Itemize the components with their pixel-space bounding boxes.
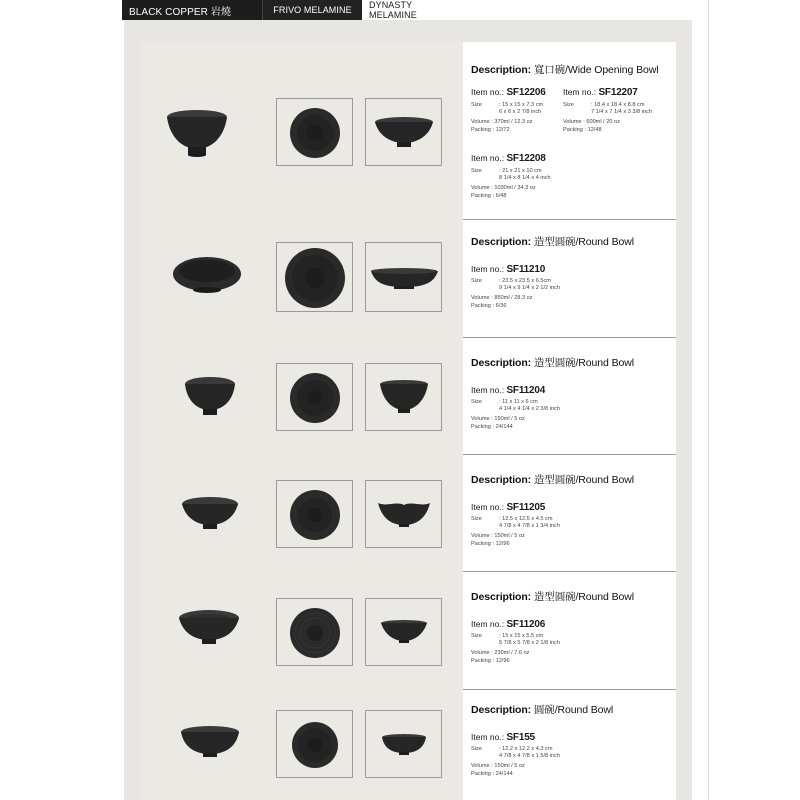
bowl-side-photo xyxy=(184,376,236,425)
description-text: 圓碗/Round Bowl xyxy=(533,704,614,716)
item-number xyxy=(471,264,545,275)
item-specs xyxy=(471,516,560,548)
header-spacer xyxy=(440,0,662,20)
volume-label: Volume xyxy=(471,119,490,126)
description-text: 造型圓碗/Round Bowl xyxy=(533,474,634,486)
packing-label: Packing xyxy=(471,423,491,430)
product-row-wide-opening-bowl xyxy=(140,42,676,220)
size-metric: : 12.5 x 12.5 x 4.5 cm xyxy=(499,516,553,522)
size-metric: : 11 x 11 x 6 cm xyxy=(499,399,538,405)
packing-label: Packing xyxy=(563,126,583,133)
bowl-top-view-frame xyxy=(276,98,353,166)
tab-dynasty-melamine[interactable]: DYNASTY MELAMINE xyxy=(362,0,440,20)
bowl-profile-view-frame xyxy=(365,363,442,431)
packing-value: : 12/96 xyxy=(492,540,510,547)
description-label: Description: xyxy=(471,704,532,716)
size-imperial: 8 1/4 x 8 1/4 x 4 inch xyxy=(499,175,551,182)
packing-label: Packing xyxy=(471,657,491,664)
size-label: Size xyxy=(471,102,482,108)
item-number xyxy=(471,153,546,164)
volume-value: : 150ml / 5 oz xyxy=(491,763,525,770)
volume-value: : 150ml / 5 oz xyxy=(491,533,525,540)
description-text: 寬口碗/Wide Opening Bowl xyxy=(533,64,659,76)
item-no-label: Item no.: xyxy=(471,385,505,395)
size-imperial: 4 7/8 x 4 7/8 x 1 3/4 inch xyxy=(499,523,560,530)
bowl-side-photo xyxy=(178,608,240,657)
volume-label: Volume xyxy=(471,295,490,302)
product-row-round-bowl xyxy=(140,338,676,455)
bowl-side-photo xyxy=(166,109,228,164)
item-code: SF11205 xyxy=(506,502,546,513)
packing-value: : 24/144 xyxy=(492,423,513,430)
volume-value: : 1030ml / 34.3 oz xyxy=(491,185,536,192)
size-imperial: 4 1/4 x 4 1/4 x 2 3/8 inch xyxy=(499,406,560,413)
product-description xyxy=(471,589,634,604)
size-metric: : 15 x 15 x 7.3 cm xyxy=(499,102,544,108)
size-label: Size xyxy=(471,746,482,752)
description-text: 造型圓碗/Round Bowl xyxy=(533,357,634,369)
volume-value: : 600ml / 20 oz xyxy=(583,119,620,126)
size-metric: : 23.5 x 23.5 x 6.5cm xyxy=(499,278,551,284)
size-imperial: 7 1/4 x 7 1/4 x 3 3/8 inch xyxy=(591,109,652,116)
item-code: SF12208 xyxy=(506,153,546,164)
description-label: Description: xyxy=(471,357,532,369)
bowl-side-photo xyxy=(172,254,242,305)
item-no-label: Item no.: xyxy=(471,502,505,512)
packing-label: Packing xyxy=(471,302,491,309)
volume-label: Volume xyxy=(471,416,490,423)
product-description xyxy=(471,62,658,77)
item-no-label: Item no.: xyxy=(471,264,505,274)
catalog-header xyxy=(122,0,662,20)
size-metric: : 21 x 21 x 10 cm xyxy=(499,168,542,174)
size-metric: : 15 x 15 x 5.5 cm xyxy=(499,633,544,639)
item-code: SF155 xyxy=(506,732,535,743)
item-number xyxy=(471,385,545,396)
size-imperial: 4 7/8 x 4 7/8 x 1 5/8 inch xyxy=(499,753,560,760)
size-imperial: 6 x 6 x 2 7/8 inch xyxy=(499,109,542,116)
item-number xyxy=(471,502,545,513)
item-no-label: Item no.: xyxy=(563,87,597,97)
size-imperial: 9 1/4 x 9 1/4 x 2 1/2 inch xyxy=(499,285,560,292)
bowl-top-view-frame xyxy=(276,710,353,778)
product-row-round-bowl xyxy=(140,220,676,338)
bowl-top-view-frame xyxy=(276,480,353,548)
product-row-round-bowl xyxy=(140,572,676,690)
volume-label: Volume xyxy=(471,185,490,192)
item-code: SF11210 xyxy=(506,264,546,275)
product-description xyxy=(471,472,634,487)
size-metric: : 18.4 x 18.4 x 8.8 cm xyxy=(591,102,645,108)
size-label: Size xyxy=(471,633,482,639)
product-row-round-bowl xyxy=(140,455,676,572)
size-label: Size xyxy=(471,278,482,284)
bowl-side-photo xyxy=(181,495,239,540)
tab-frivo-melamine[interactable]: FRIVO MELAMINE xyxy=(262,0,362,20)
size-label: Size xyxy=(471,399,482,405)
item-number xyxy=(471,87,546,98)
description-text: 造型圓碗/Round Bowl xyxy=(533,591,634,603)
packing-label: Packing xyxy=(471,126,491,133)
product-description xyxy=(471,234,634,249)
bowl-top-view-frame xyxy=(276,363,353,431)
packing-value: : 12/48 xyxy=(584,126,602,133)
volume-value: : 230ml / 7.6 oz xyxy=(491,650,530,657)
bowl-top-view-frame xyxy=(276,242,353,312)
item-code: SF12207 xyxy=(598,87,638,98)
item-number xyxy=(471,732,535,743)
packing-label: Packing xyxy=(471,192,491,199)
item-no-label: Item no.: xyxy=(471,87,505,97)
packing-value: : 24/144 xyxy=(492,770,513,777)
item-specs xyxy=(471,102,543,134)
item-no-label: Item no.: xyxy=(471,619,505,629)
bowl-profile-view-frame xyxy=(365,98,442,166)
size-imperial: 5 7/8 x 5 7/8 x 2 1/8 inch xyxy=(499,640,560,647)
item-code: SF11204 xyxy=(506,385,546,396)
bowl-top-view-frame xyxy=(276,598,353,666)
volume-value: : 850ml / 28.3 oz xyxy=(491,295,533,302)
bowl-side-photo xyxy=(180,724,240,769)
volume-label: Volume xyxy=(563,119,582,126)
product-row-round-bowl xyxy=(140,690,676,800)
description-label: Description: xyxy=(471,64,532,76)
item-number xyxy=(471,619,545,630)
volume-value: : 150ml / 5 oz xyxy=(491,416,525,423)
size-metric: : 12.2 x 12.2 x 4.3 cm xyxy=(499,746,553,752)
bowl-profile-view-frame xyxy=(365,598,442,666)
catalog-sheet xyxy=(140,42,676,800)
description-label: Description: xyxy=(471,474,532,486)
item-code: SF11206 xyxy=(506,619,546,630)
bowl-profile-view-frame xyxy=(365,710,442,778)
bowl-profile-view-frame xyxy=(365,480,442,548)
volume-label: Volume xyxy=(471,763,490,770)
size-label: Size xyxy=(471,516,482,522)
packing-value: : 12/96 xyxy=(492,657,510,664)
item-specs xyxy=(471,746,560,778)
item-specs xyxy=(471,399,560,431)
size-label: Size xyxy=(471,168,482,174)
bowl-profile-view-frame xyxy=(365,242,442,312)
description-label: Description: xyxy=(471,236,532,248)
item-no-label: Item no.: xyxy=(471,732,505,742)
item-specs xyxy=(471,168,551,200)
product-description xyxy=(471,702,613,717)
size-label: Size xyxy=(563,102,574,108)
description-label: Description: xyxy=(471,591,532,603)
product-description xyxy=(471,355,634,370)
packing-value: : 6/48 xyxy=(492,192,507,199)
packing-value: : 6/36 xyxy=(492,302,507,309)
volume-label: Volume xyxy=(471,650,490,657)
description-text: 造型圓碗/Round Bowl xyxy=(533,236,634,248)
tab-black-copper[interactable]: BLACK COPPER 岩燒 xyxy=(122,0,262,20)
packing-label: Packing xyxy=(471,540,491,547)
item-no-label: Item no.: xyxy=(471,153,505,163)
volume-label: Volume xyxy=(471,533,490,540)
item-code: SF12206 xyxy=(506,87,546,98)
packing-value: : 12/72 xyxy=(492,126,510,133)
item-specs xyxy=(471,278,560,310)
item-specs xyxy=(563,102,652,134)
item-number xyxy=(563,87,638,98)
item-specs xyxy=(471,633,560,665)
catalog-frame xyxy=(124,20,692,800)
packing-label: Packing xyxy=(471,770,491,777)
volume-value: : 370ml / 12.3 oz xyxy=(491,119,533,126)
page-edge-line xyxy=(708,0,709,800)
